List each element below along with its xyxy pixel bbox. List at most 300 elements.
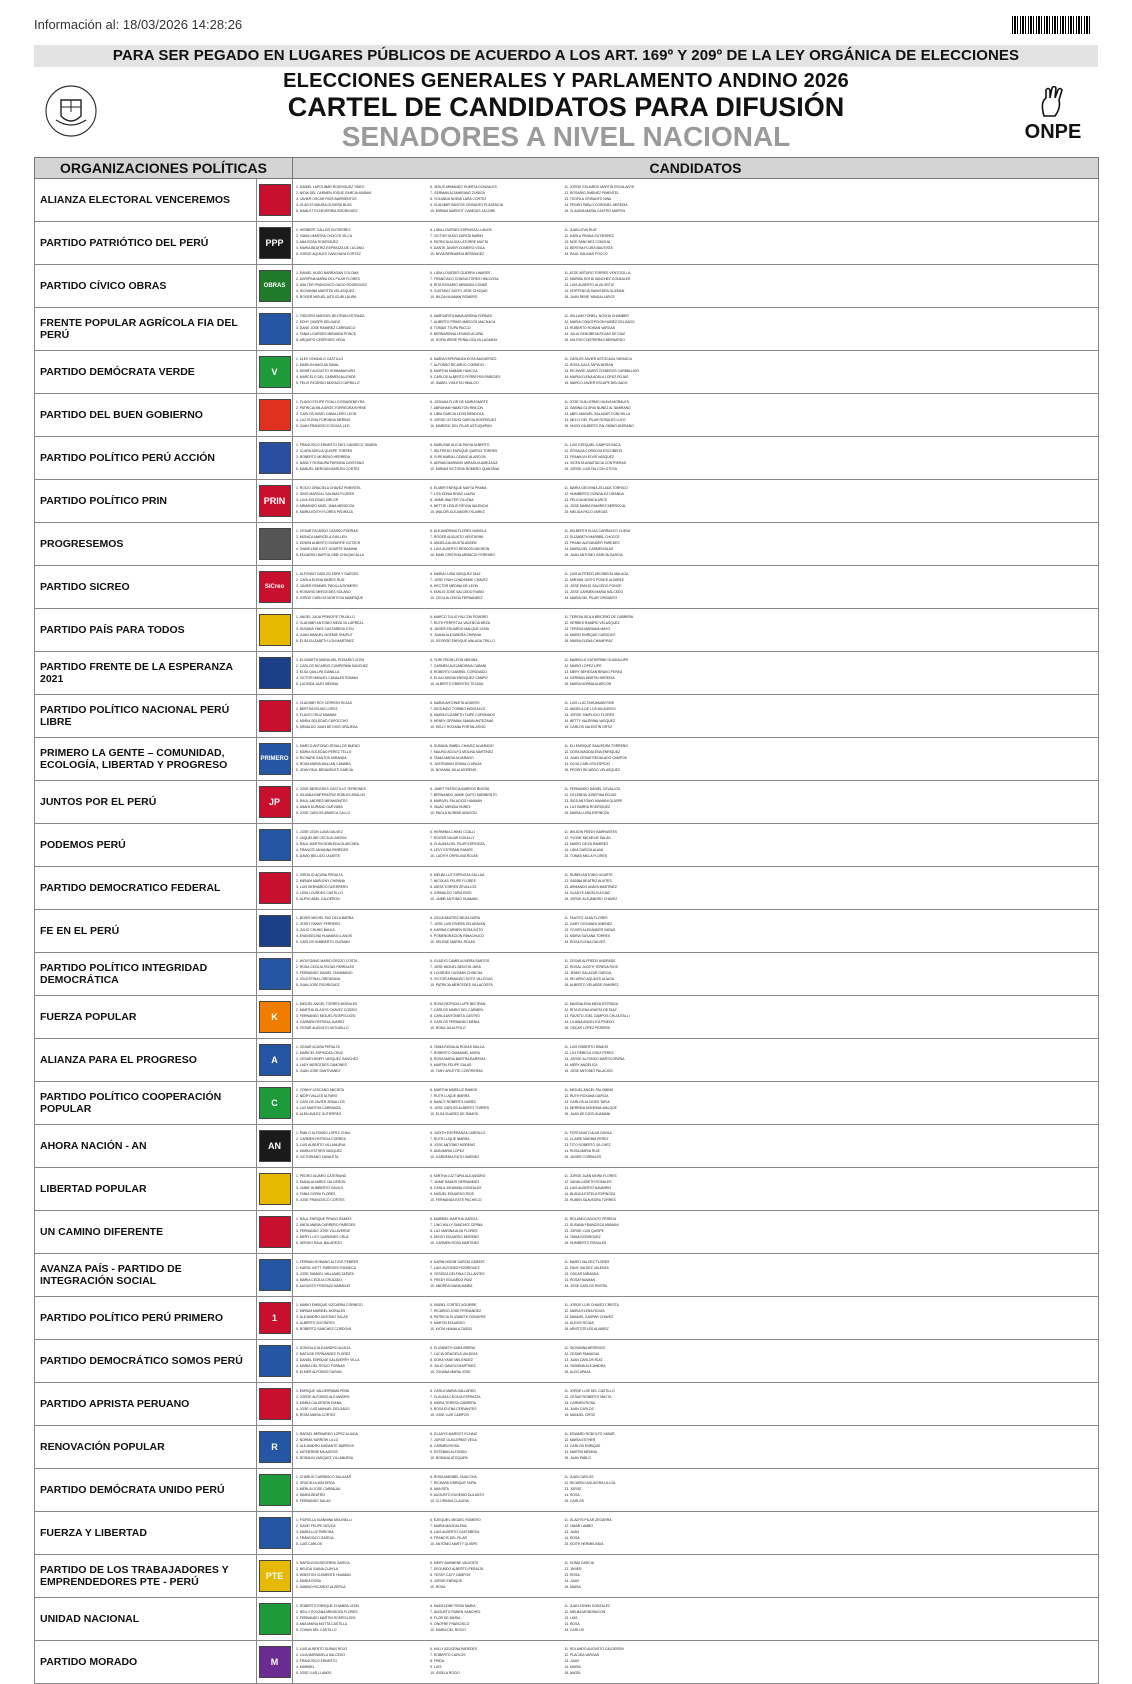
candidate-entry: 13. TEOFILA CRISANTO NINA	[564, 197, 612, 202]
candidate-list-cell	[293, 652, 1099, 695]
candidate-entry: 10. PATRICIA MERCEDES VILLACORTA	[430, 982, 493, 987]
candidate-grid	[296, 873, 1095, 902]
candidate-entry: 12. ANGELA DE LOS MILAGROS	[564, 707, 616, 712]
organization-name: ALIANZA ELECTORAL VENCEREMOS	[35, 179, 257, 222]
candidate-entry: 5. CARLOS HUMBERTO GUZMAN	[296, 939, 350, 944]
candidate-entry: 9. VLADIMIR SANTOS CRISANTO PLASENCIA	[430, 202, 504, 207]
candidate-entry: 2. MARIA SOLEDAD PEREZ TELLO	[296, 750, 352, 755]
candidate-entry: 10. ANTONIO MARTY QUISPE	[430, 1541, 478, 1546]
organization-logo-cell	[257, 1297, 293, 1340]
candidate-entry: 9. JUANA ALEJANDRA CHIPANA	[430, 632, 482, 637]
candidate-entry: 1. CHARLIE CARRASCO SALAZAR	[296, 1475, 352, 1480]
onpe-label: ONPE	[1024, 121, 1082, 143]
candidate-entry: 12. ROSARIO JIMENEZ PIMENTEL	[564, 191, 619, 196]
candidate-entry: 13. JORGE ALFONSO MARTICORENA	[564, 1057, 625, 1062]
candidate-column	[564, 1475, 692, 1504]
candidate-list-cell	[293, 1039, 1099, 1082]
candidate-grid	[296, 1389, 1095, 1418]
candidate-list-cell	[293, 953, 1099, 996]
candidate-entry: 10. ROSA	[430, 1584, 446, 1589]
candidate-entry: 8. DORA YANE MELENDEZ	[430, 1358, 473, 1363]
candidate-list-cell	[293, 523, 1099, 566]
table-row	[35, 1641, 1099, 1684]
candidate-entry: 7. JOSE YVAN CONDEMHE CHAVEZ	[430, 578, 488, 583]
organization-name: PARTIDO POLÍTICO PRIN	[35, 480, 257, 523]
candidate-entry: 4. CELESTINA LORENZANA	[296, 976, 341, 981]
organization-name: LIBERTAD POPULAR	[35, 1168, 257, 1211]
candidate-entry: 10. SOFIA IRENE PEÑALOZA VILLAGARAY	[430, 337, 498, 342]
party-logo-icon	[259, 958, 291, 990]
candidate-entry: 15. ALBERTO VELARDE RAMIREZ	[564, 982, 619, 987]
candidate-entry: 14. OLGA CARLOTA ESPEJO	[564, 761, 611, 766]
candidate-entry: 13. OSCAR MIRANDA	[564, 1272, 599, 1277]
candidate-entry: 12. HERBES RAMIRO VELASQUEZ	[564, 621, 620, 626]
candidate-entry: 10. GARDENIA RUTH JIMENEZ	[430, 1154, 480, 1159]
candidate-column	[296, 271, 424, 300]
candidate-entry: 15. JUAN RENE YANGALI ARCE	[564, 294, 615, 299]
candidate-entry: 1. ALFONSO CARLOS ESPA Y GARCES	[296, 572, 359, 577]
party-logo-icon: 1	[259, 1302, 291, 1334]
candidate-entry: 14. BERTHA FLORA BAUTISTA	[564, 245, 613, 250]
candidate-entry: 5. ELSA ELIZABETH LON MARTINEZ	[296, 638, 354, 643]
candidate-entry: 5. FELIX RICARDO MORAZO CARRILLO	[296, 380, 360, 385]
candidate-entry: 8. JAIME WALTER VILLENA	[430, 498, 474, 503]
candidate-entry: 7. ROBERTO GAMANIEL MORA	[430, 1051, 481, 1056]
candidate-entry: 3. FERNANDO DANIEL TASAMANIO	[296, 971, 353, 976]
candidate-entry: 7. ROBERTO CARLOS	[430, 1653, 466, 1658]
candidate-entry: 9. BERNARDINA LEVANO ACUÑA	[430, 331, 484, 336]
candidate-entry: 5. JOSE FRANCISCO CORTES	[296, 1197, 345, 1202]
candidate-column	[564, 1389, 692, 1418]
candidate-entry: 8. CLAUDIA DEL PILAR ESPINOZA	[430, 842, 485, 847]
organization-logo-cell	[257, 1598, 293, 1641]
candidate-list-cell	[293, 1383, 1099, 1426]
candidate-entry: 14. YASMINA ALEJANDRA	[564, 1363, 606, 1368]
party-logo-icon: OBRAS	[259, 270, 291, 302]
candidate-entry: 13. YOVER ALEXANDER VARAS	[564, 928, 616, 933]
candidate-entry: 15. OSCAR LOPEZ PEREIRA	[564, 1025, 610, 1030]
candidate-entry: 10. ELSA SUAREZ DE RAMOS	[430, 1111, 479, 1116]
candidate-entry: 13. JUAN CESAR REGALADO CAMPOS	[564, 756, 627, 761]
candidate-list-cell	[293, 265, 1099, 308]
table-row	[35, 1512, 1099, 1555]
candidate-entry: 11. LUIS ROBERTO RAMOS	[564, 1045, 609, 1050]
candidate-grid	[296, 1647, 1095, 1676]
candidate-entry: 8. ROSA MARIA BARTRA BARRIGA	[430, 1057, 486, 1062]
candidate-entry: 12. MARIA ELENA ROJAS	[564, 1309, 605, 1314]
candidate-entry: 9. ESTEBAN ALFONSO	[430, 1449, 467, 1454]
candidate-entry: 9. VICTOR ARMANDO SOTO VILLEGAS	[430, 976, 493, 981]
candidate-entry: 13. IDES ANTONIO MAMANI QUISPE	[564, 799, 623, 804]
organization-logo-cell	[257, 781, 293, 824]
candidate-column	[296, 572, 424, 601]
candidate-entry: 15. RAUL SALINAS POCCO	[564, 251, 608, 256]
candidate-entry: 11. JORGE JUAN MORA FLORES	[564, 1174, 617, 1179]
candidate-entry: 12. RICARDO AGUILERA ULLOA	[564, 1481, 616, 1486]
candidate-entry: 14. ROSA	[564, 1492, 580, 1497]
organization-logo-cell	[257, 351, 293, 394]
party-logo-icon: AN	[259, 1130, 291, 1162]
table-row	[35, 867, 1099, 910]
candidate-entry: 14. GLADYS ANGELICA DIAZ	[564, 890, 611, 895]
candidate-entry: 11. WILBERTH ELIAS CARRASCO CUEVA	[564, 529, 631, 534]
candidate-column	[430, 357, 558, 386]
candidate-entry: 2. DIANA ALVAREZ CALDERON	[296, 1180, 346, 1185]
candidate-column	[564, 1561, 692, 1590]
candidate-entry: 12. KARLA PRADA GUTIERREZ	[564, 234, 614, 239]
candidate-grid	[296, 1131, 1095, 1160]
candidate-entry: 2. LILIA MARIANELA SALCEDO	[296, 1653, 345, 1658]
candidate-entry: 1. PABLO ALFONSO LOPEZ CHAU	[296, 1131, 351, 1136]
candidate-column	[430, 615, 558, 644]
candidate-column	[430, 271, 558, 300]
candidate-entry: 13. LUIS ALBERTO ALVA ORTIZ	[564, 283, 614, 288]
candidate-entry: 11. WILLIAM YONELL NOCHA CHAMBER	[564, 314, 629, 319]
candidate-entry: 11. ROLANDO ADOLFO PEREDA	[564, 1217, 617, 1222]
candidate-entry: 3. MARIA LUZ PARIONA	[296, 1530, 334, 1535]
candidate-column	[564, 615, 692, 644]
candidate-entry: 10. ALBERTO DRIENTES TEJADA	[430, 681, 484, 686]
candidate-column	[430, 1518, 558, 1547]
candidate-entry: 5. AUGUSTO PEDRAZA NARANJO	[296, 1283, 351, 1288]
organization-logo-cell	[257, 523, 293, 566]
organization-name: PODEMOS PERÚ	[35, 824, 257, 867]
candidate-entry: 7. RUTH PERPETUA VALENCIA MEZA	[430, 621, 491, 626]
candidate-entry: 5. MANUEL MERGAN MARLEN CORTEZ	[296, 466, 360, 471]
candidate-entry: 4. MARIA BEATRIZ	[296, 1492, 326, 1497]
candidate-entry: 6. KARIN NOEMI GARCIA GARATE	[430, 1260, 485, 1265]
organization-name: PARTIDO POLÍTICO NACIONAL PERÚ LIBRE	[35, 695, 257, 738]
candidate-entry: 4. GIOVANNA MARITZA VELASQUEZ	[296, 288, 355, 293]
table-header-row	[35, 158, 1099, 179]
candidate-entry: 2. JAQUELINE CECILIA GARCIA	[296, 836, 347, 841]
candidate-list-cell	[293, 1555, 1099, 1598]
candidate-grid	[296, 959, 1095, 988]
party-logo-icon	[259, 528, 291, 560]
organization-logo-cell	[257, 1039, 293, 1082]
party-logo-icon: PRIMERO	[259, 743, 291, 775]
organization-name: PARTIDO POLÍTICO COOPERACIÓN POPULAR	[35, 1082, 257, 1125]
candidate-grid	[296, 400, 1095, 429]
candidate-column	[564, 1604, 692, 1633]
election-title: ELECCIONES GENERALES Y PARLAMENTO ANDINO 2026	[283, 70, 849, 92]
candidate-entry: 7. JOSE MIGUEL BEDOYA JARA	[430, 965, 481, 970]
candidate-column	[296, 1217, 424, 1246]
candidate-entry: 4. MARIA CECILIA CRUZADO	[296, 1277, 342, 1282]
candidate-entry: 4. JUAN MANUEL NOEMIE SHUPUT	[296, 632, 353, 637]
candidate-entry: 5. SERGIO RAUL BALAREZO	[296, 1240, 342, 1245]
organization-logo-cell	[257, 1555, 293, 1598]
candidate-entry: 11. JORGE LUIS DEL CASTILLO	[564, 1389, 615, 1394]
candidate-entry: 1. HERBERT CALLER GUTIERREZ	[296, 228, 351, 233]
candidate-entry: 1. PEDRO ALVARO CATERIANO	[296, 1174, 347, 1179]
candidate-entry: 1. VLADIMIR ROY CERRON ROJAS	[296, 701, 352, 706]
organization-name: PARTIDO SICREO	[35, 566, 257, 609]
candidate-entry: 1. DANIEL LAPOLINAR RODRIGUEZ TINEO	[296, 185, 365, 190]
organization-name: UNIDAD NACIONAL	[35, 1598, 257, 1641]
party-logo-icon: M	[259, 1646, 291, 1678]
candidate-column	[296, 1604, 424, 1633]
candidate-column	[430, 1088, 558, 1117]
candidate-entry: 15. ARISTOTELES ALVAREZ	[564, 1326, 609, 1331]
candidate-entry: 15. MANUEL ORTIZ	[564, 1412, 596, 1417]
candidate-entry: 3. LUIS ALBERTO VILLANUEVA	[296, 1143, 346, 1148]
candidate-entry: 12. OMAR LAMBO	[564, 1524, 593, 1529]
candidate-entry: 14. MARTIN MEDINA	[564, 1449, 598, 1454]
candidate-column	[296, 529, 424, 558]
candidate-entry: 10. GISELA ROCIO	[430, 1670, 460, 1675]
candidate-entry: 4. TANIA GORIA FLORES	[296, 1191, 336, 1196]
organization-name: UN CAMINO DIFERENTE	[35, 1211, 257, 1254]
organization-name: PARTIDO POLÍTICO PERÚ PRIMERO	[35, 1297, 257, 1340]
organization-name: PROGRESEMOS	[35, 523, 257, 566]
candidate-entry: 8. ANA RITA	[430, 1487, 449, 1492]
candidate-entry: 8. YURI MARIA LOZANO ALARCON	[430, 455, 486, 460]
candidate-entry: 8. RITA ROSARIO MIRANDA CONDE	[430, 283, 488, 288]
organization-logo-cell	[257, 609, 293, 652]
candidate-entry: 9. LUIS ALBERTO RENDON NEGRON	[430, 546, 490, 551]
candidate-column	[296, 1647, 424, 1676]
organization-logo-cell	[257, 222, 293, 265]
candidate-entry: 3. FLAVIO CRUZ MAMANI	[296, 713, 337, 718]
candidate-entry: 14. JUAN CARLOS	[564, 1406, 594, 1411]
candidate-entry: 11. MIGUEL ANGEL PALOMINO	[564, 1088, 614, 1093]
table-row	[35, 1555, 1099, 1598]
candidate-entry: 8. CARMEN ROSA	[430, 1444, 460, 1449]
table-row	[35, 179, 1099, 222]
organization-logo-cell	[257, 953, 293, 996]
candidate-entry: 8. NANCY ROBERTO NUÑEZ	[430, 1100, 476, 1105]
candidate-entry: 12. SABINA GLORIA NUÑEZ ALTAMIRANO	[564, 406, 631, 411]
candidate-entry: 8. MARTHA MABAMI HUACCA	[430, 369, 478, 374]
candidate-entry: 8. JOSE ANTONIO MORENO	[430, 1143, 476, 1148]
candidate-entry: 10. CARMEN ROSA MARTINEZ	[430, 1240, 480, 1245]
table-row	[35, 1383, 1099, 1426]
candidate-entry: 8. LUZ MARINA ALVA FLORES	[430, 1229, 478, 1234]
organization-name: PRIMERO LA GENTE – COMUNIDAD, ECOLOGÍA, LIBERTAD Y PROGRESO	[35, 738, 257, 781]
candidate-grid	[296, 185, 1095, 214]
candidate-entry: 1. RAUL ENRIQUE PRADO RAMOS	[296, 1217, 352, 1222]
onpe-logo	[1018, 86, 1088, 144]
candidate-entry: 7. RUTH LUQUE IBARRA	[430, 1094, 470, 1099]
organization-logo-cell	[257, 1082, 293, 1125]
candidate-entry: 14. ROSA	[564, 1621, 580, 1626]
organization-logo-cell	[257, 265, 293, 308]
candidate-entry: 12. ROSA JULIA TAPIA MORAN	[564, 363, 614, 368]
poster-title: CARTEL DE CANDIDATOS PARA DIFUSIÓN	[287, 92, 845, 122]
candidate-grid	[296, 228, 1095, 257]
candidate-entry: 8. CARLA JOHANNA GONZALES	[430, 1186, 482, 1191]
candidate-entry: 5. ARNALDO JUAN DE DIOS GRAJEDA	[296, 724, 358, 729]
candidate-entry: 3. ALEJANDRO ANTONIO SALAS	[296, 1315, 348, 1320]
candidate-entry: 13. MARIO CIEZA RAMIREZ	[564, 842, 609, 847]
candidate-entry: 8. LIBIA GARCIA LEON MENDOZA	[430, 412, 484, 417]
candidate-column	[564, 1432, 692, 1461]
candidate-entry: 1. FERNAN ROMANO ALTUVE FEBRES	[296, 1260, 359, 1265]
candidate-column	[296, 1174, 424, 1203]
candidate-entry: 12. CESAR PAMAGUA	[564, 1352, 600, 1357]
candidate-grid	[296, 830, 1095, 859]
organization-logo-cell	[257, 695, 293, 738]
candidate-entry: 10. ROSA JULIA POLO	[430, 1025, 466, 1030]
candidate-grid	[296, 658, 1095, 687]
candidate-entry: 14. JULIA GENOBEVA ROJAS DE DIAZ	[564, 331, 626, 336]
organization-logo-cell	[257, 1125, 293, 1168]
candidate-entry: 14. ROSA	[564, 1535, 580, 1540]
candidate-column	[296, 185, 424, 214]
candidate-column	[296, 443, 424, 472]
candidate-entry: 3. ALEJANDRO MUÑANTE BARRIOS	[296, 1444, 354, 1449]
candidate-entry: 2. ROSA CECILIA ROJAS PARRALES	[296, 965, 355, 970]
candidate-column	[430, 873, 558, 902]
organization-logo-cell	[257, 308, 293, 351]
candidate-column	[296, 1002, 424, 1031]
candidate-entry: 7. JAIME RAMOS HERNANDEZ	[430, 1180, 480, 1185]
candidate-column	[296, 701, 424, 730]
candidate-column	[296, 830, 424, 859]
table-row	[35, 222, 1099, 265]
organization-logo-cell	[257, 179, 293, 222]
candidate-entry: 6. YURI YEDIN LEON MEDINA	[430, 658, 478, 663]
candidate-entry: 7. BERNANDO JAIME QUITO SARMIENTO	[430, 793, 497, 798]
candidate-entry: 5. HAMLET ECHEVERRIA RODRIGUEZ	[296, 208, 358, 213]
candidate-entry: 4. MARIBEL	[296, 1664, 315, 1669]
candidate-entry: 15. CARLOS	[564, 1627, 584, 1632]
candidate-entry: 15. JUAN PABLO	[564, 1455, 591, 1460]
candidate-entry: 2. AGRIPINA MARIA DEL PILAR FLORES	[296, 277, 360, 282]
candidate-entry: 12. MARIA CONCEPCION NUÑEZ DELGADO	[564, 320, 635, 325]
party-logo-icon: PPP	[259, 227, 291, 259]
candidate-entry: 9. CARLOS ALBERTO FERREYRA PAREDES	[430, 374, 501, 379]
organization-name: PARTIDO DEL BUEN GOBIERNO	[35, 394, 257, 437]
candidate-entry: 6. MARLENE ALICIA PAYVA ALBERTO	[430, 443, 490, 448]
candidate-entry: 1. ELIZABETH MARIA DEL ROSARIO LEON	[296, 658, 364, 663]
organization-logo-cell	[257, 996, 293, 1039]
candidate-entry: 3. JOSE SAMUEL WILLIAMS ZAPATA	[296, 1272, 354, 1277]
candidate-entry: 1. ROCIO GRACIELA CHAVEZ PIMENTEL	[296, 486, 362, 491]
candidate-column	[430, 443, 558, 472]
candidate-entry: 3. SUSANA YNES CASTAÑEDA OTIU	[296, 627, 354, 632]
organization-name: FUERZA Y LIBERTAD	[35, 1512, 257, 1555]
candidate-entry: 3. WALTER FRANCISCO GAGO RODRIGUEZ	[296, 283, 367, 288]
party-logo-icon	[259, 915, 291, 947]
candidate-entry: 11. FORTUNATO ALVA DAVILA	[564, 1131, 612, 1136]
candidate-column	[430, 228, 558, 257]
candidate-entry: 5. SABINO RICARDO ALZERCA	[296, 1584, 346, 1589]
candidate-list-cell	[293, 566, 1099, 609]
candidate-entry: 2. PATRICIA MILAGROS TORREGRA BYRNE	[296, 406, 367, 411]
organization-name: PARTIDO DEMÓCRATA UNIDO PERÚ	[35, 1469, 257, 1512]
candidate-list-cell	[293, 781, 1099, 824]
candidate-entry: 13. JUAN	[564, 1659, 579, 1664]
candidate-entry: 12. SABINA BEATRIZ ALVITES	[564, 879, 612, 884]
candidate-entry: 5. ARQUIPO CESPEDES VEGA	[296, 337, 345, 342]
candidate-list-cell	[293, 1641, 1099, 1684]
candidate-entry: 13. LUIS	[564, 1616, 578, 1621]
candidate-column	[564, 1518, 692, 1547]
candidate-entry: 10. NOHANA JULIA MORENO	[430, 767, 477, 772]
party-logo-icon	[259, 1603, 291, 1635]
candidate-entry: 4. MARIA DEL ROCIO FORNAS	[296, 1363, 345, 1368]
candidate-list-cell	[293, 222, 1099, 265]
candidate-entry: 9. LEVY ESTEBAN RAMOS	[430, 847, 473, 852]
candidate-entry: 1. DANIEL HUGO BARRAGAN COLOMA	[296, 271, 359, 276]
candidate-entry: 12. LUZ REBECA CRUZ PEREZ	[564, 1051, 614, 1056]
candidate-entry: 13. FRANKLIN ELVIS VASQUEZ	[564, 455, 614, 460]
table-row	[35, 566, 1099, 609]
candidate-entry: 10. PAOLA NOHEMI ARAGON	[430, 810, 477, 815]
candidate-column	[296, 1475, 424, 1504]
candidate-entry: 12. VANIA LIZBETH ROSALES	[564, 1180, 612, 1185]
candidate-column	[564, 959, 692, 988]
candidate-entry: 14. ALEXIS ROJAS	[564, 1320, 594, 1325]
candidate-entry: 6. MADELEINE ROSA MARIA	[430, 1604, 476, 1609]
candidate-entry: 4. MERY LUCY QUIÑONES CRUZ	[296, 1234, 349, 1239]
candidate-entry: 2. MARILIN MAGUIA SAVAL	[296, 363, 340, 368]
candidate-list-cell	[293, 609, 1099, 652]
candidate-entry: 8. FLOR DE MARIA	[430, 1616, 461, 1621]
candidate-entry: 7. MARIA MAGDALENA	[430, 1524, 467, 1529]
candidate-entry: 2. MIRIAM MARIBEL MORALES	[296, 1309, 346, 1314]
candidate-entry: 8. PATRICIA ALIGA LATORRE MAYTA	[430, 240, 489, 245]
candidate-entry: 15. JORGE ALEJANDRO CHAVEZ	[564, 896, 618, 901]
candidate-entry: 3. RAUL MARTIN NOBLEDA OLAECHEA	[296, 842, 359, 847]
candidate-list-cell	[293, 910, 1099, 953]
candidate-entry: 15. JUAN DE DIOS HUAMANI	[564, 1111, 611, 1116]
candidate-entry: 9. GRIMALDO TAPIA RIOS	[430, 890, 472, 895]
candidate-column	[296, 1303, 424, 1332]
candidate-column	[296, 959, 424, 988]
candidate-entry: 4. KATHERINE MILAGROS	[296, 1449, 338, 1454]
candidate-entry: 15. ALDO APAZA	[564, 1369, 591, 1374]
candidate-entry: 14. LIDIA GARCIA ALAVA	[564, 847, 604, 852]
candidate-entry: 1. JOSE LEON LUNA GALVEZ	[296, 830, 343, 835]
candidate-entry: 4. TANIA LOURDES MIRANDA PONCE	[296, 331, 356, 336]
candidate-entry: 7. RICARDO JOSE FERNANDEZ	[430, 1309, 482, 1314]
party-logo-icon	[259, 1259, 291, 1291]
candidate-column	[296, 1389, 424, 1418]
candidate-column	[296, 1131, 424, 1160]
candidate-entry: 4. MARIA ESTHER VASQUEZ	[296, 1148, 342, 1153]
candidate-entry: 11. LUIS EZEQUIEL CAMPOS BACA	[564, 443, 621, 448]
candidate-entry: 7. LITA SONIA RIVAS LAURA	[430, 492, 476, 497]
table-row	[35, 480, 1099, 523]
candidate-entry: 15. MARIA LUISA ESPINOZA	[564, 810, 610, 815]
candidate-entry: 6. ELIZABETH SARA BREÑA	[430, 1346, 476, 1351]
candidate-grid	[296, 744, 1095, 773]
party-logo-icon: PRIN	[259, 485, 291, 517]
candidate-entry: 13. ROBERTO ROMAN VARGAS	[564, 326, 616, 331]
candidate-entry: 3. EDWIN ALBERTO DONAYRE GOTZCH	[296, 541, 361, 546]
candidate-list-cell	[293, 1211, 1099, 1254]
candidate-entry: 9. DANTE JAVIER GOMERO VEGA	[430, 245, 485, 250]
candidate-entry: 12. ROSAL JUDITH TERESA RIOS	[564, 965, 618, 970]
candidate-entry: 6. ISABEL CORTEZ AGUIRRE	[430, 1303, 477, 1308]
candidate-entry: 3. CARLOS JAVIER ZEBALLOS	[296, 1100, 345, 1105]
candidate-column	[296, 486, 424, 515]
candidate-entry: 9. DIEGO EDUARDO MORENO	[430, 1234, 479, 1239]
candidate-column	[564, 873, 692, 902]
candidate-list-cell	[293, 695, 1099, 738]
candidate-list-cell	[293, 996, 1099, 1039]
candidate-entry: 12. MARIA ESTHER	[564, 1438, 596, 1443]
candidate-entry: 5. JOSE LUIS LLANOS	[296, 1670, 332, 1675]
candidate-entry: 15. MARCO JAVIER ESCAPE DELGADO	[564, 380, 628, 385]
candidate-entry: 3. DANE JOSE RAMIREZ CARRASCO	[296, 326, 356, 331]
candidate-column	[430, 744, 558, 773]
candidate-list-cell	[293, 1254, 1099, 1297]
table-row	[35, 738, 1099, 781]
